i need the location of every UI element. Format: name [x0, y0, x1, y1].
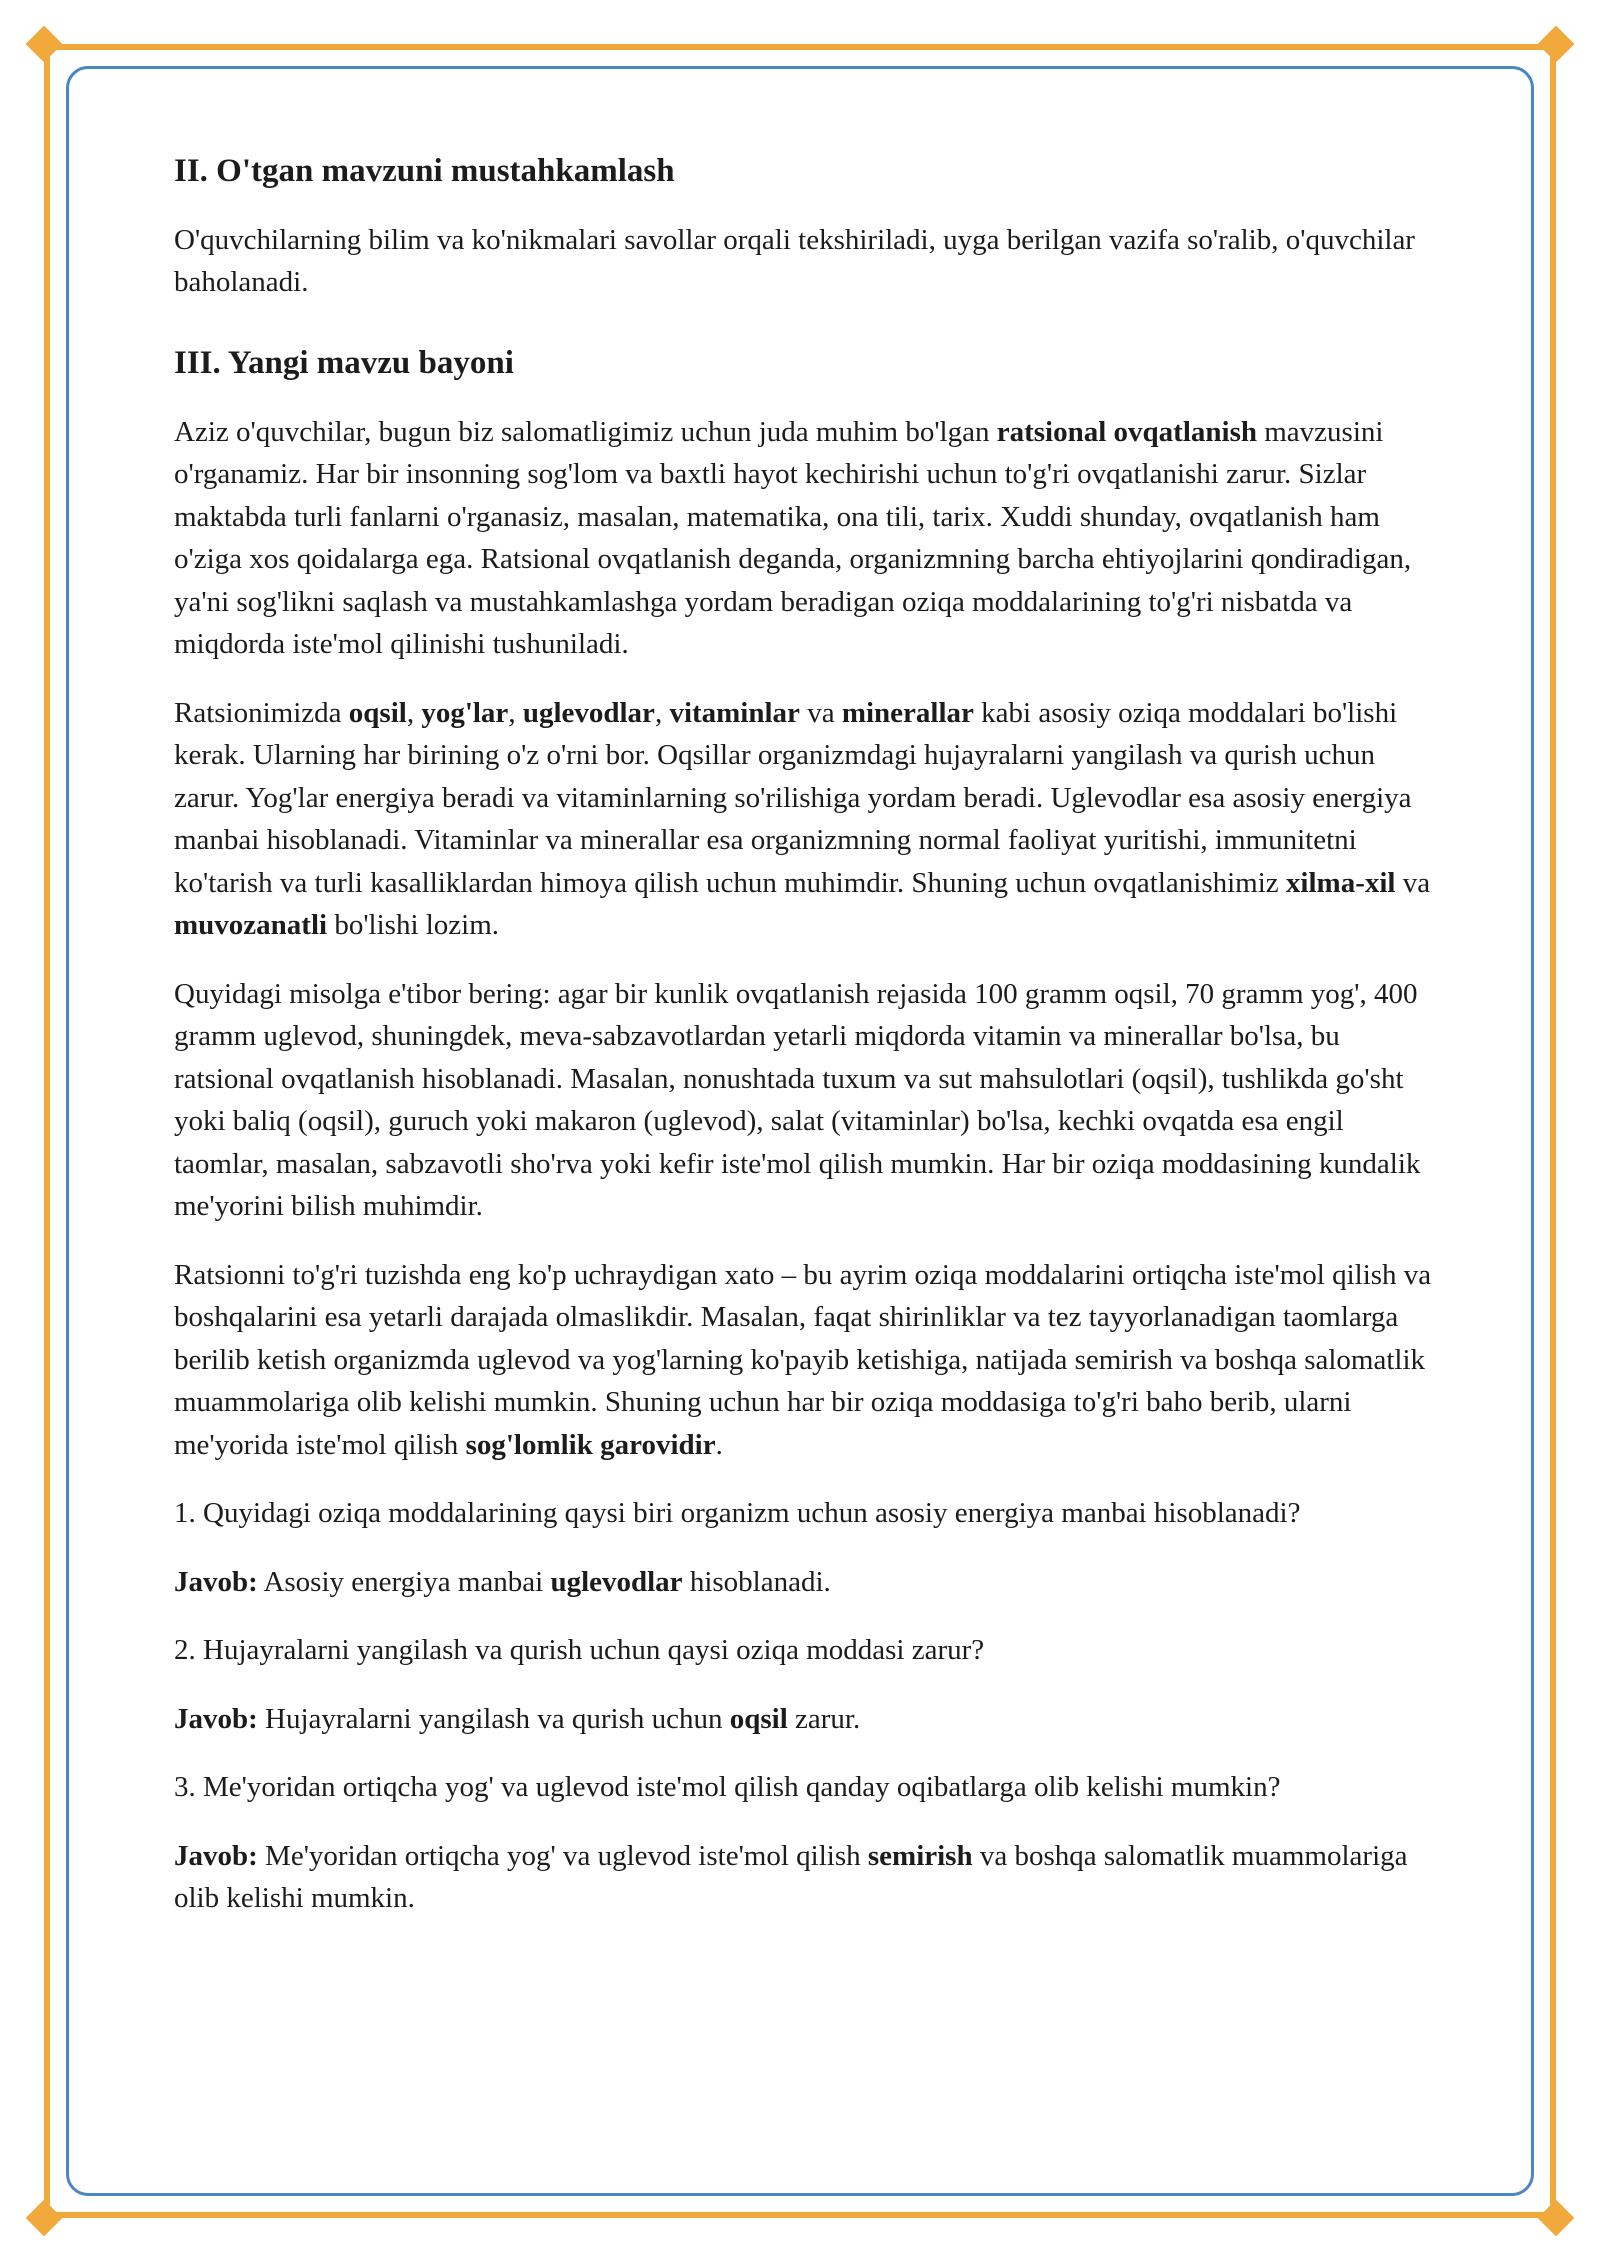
term-vitamins: vitaminlar: [669, 696, 800, 729]
term-rational-nutrition: ratsional ovqatlanish: [996, 415, 1257, 448]
term-protein: oqsil: [348, 696, 407, 729]
nutrients-paragraph: Ratsionimizda oqsil, yog'lar, uglevodlar, vitaminlar va minerallar kabi asosiy oziqa moddalari bo'lishi kerak. Ularning har birining o'z o'rni bor. Oqsillar organizmdagi hujayralarni yangilash va qurish uchun zarur. Yog'lar energiya beradi va vitaminlarning so'rilishiga yordam beradi. Uglevodlar esa asosiy energiya manbai hisoblanadi. Vitaminlar va minerallar esa organizmning normal faoliyat yuritishi, immunitetni ko'tarish va turli kasalliklardan himoya qilish uchun muhimdir. Shuning uchun ovqatlanishimiz xilma-xil va muvozanatli bo'lishi lozim.: [174, 696, 1431, 942]
page-content: [174, 150, 1434, 1946]
section-heading-review: II. O'tgan mavzuni mustahkamlash: [174, 153, 675, 189]
example-paragraph: Quyidagi misolga e'tibor bering: agar bir kunlik ovqatlanish rejasida 100 gramm oqsil, 70 gramm yog', 400 gramm uglevod, shuningdek, meva-sabzavotlardan yetarli miqdorda vitamin va minerallar bo'lsa, bu ratsional ovqatlanish hisoblanadi. Masalan, nonushtada tuxum va sut mahsulotlari (oqsil), tushlikda go'sht yoki baliq (oqsil), guruch yoki makaron (uglevod), salat (vitaminlar) bo'lsa, kechki ovqatda esa engil taomlar, masalan, sabzavotli sho'rva yoki kefir iste'mol qilish mumkin. Har bir oziqa moddasining kundalik me'yorini bilish muhimdir.: [174, 977, 1421, 1223]
term-carbohydrates: uglevodlar: [522, 696, 655, 729]
answer-label: Javob:: [174, 1565, 258, 1598]
question-2: 2. Hujayralarni yangilash va qurish uchun qaysi oziqa moddasi zarur?: [174, 1634, 985, 1667]
question-3: 3. Me'yoridan ortiqcha yog' va uglevod iste'mol qilish qanday oqibatlarga olib kelishi mumkin?: [174, 1771, 1281, 1804]
answer-label: Javob:: [174, 1702, 258, 1735]
intro-paragraph: Aziz o'quvchilar, bugun biz salomatligimiz uchun juda muhim bo'lgan ratsional ovqatlanish mavzusini o'rganamiz. Har bir insonning sog'lom va baxtli hayot kechirishi uchun to'g'ri ovqatlanishi zarur. Sizlar maktabda turli fanlarni o'rganasiz, masalan, matematika, ona tili, tarix. Xuddi shunday, ovqatlanish ham o'ziga xos qoidalarga ega. Ratsional ovqatlanish deganda, organizmning barcha ehtiyojlarini qondiradigan, ya'ni sog'likni saqlash va mustahkamlashga yordam beradigan oziqa moddalarining to'g'ri nisbatda va miqdorda iste'mol qilinishi tushuniladi.: [174, 415, 1412, 661]
answer-3: Javob: Me'yoridan ortiqcha yog' va uglevod iste'mol qilish semirish va boshqa salomatlik muammolariga olib kelishi mumkin.: [174, 1839, 1408, 1915]
review-paragraph: O'quvchilarning bilim va ko'nikmalari savollar orqali tekshiriladi, uyga berilgan vazifa so'ralib, o'quvchilar baholanadi.: [174, 223, 1415, 299]
section-heading-new-topic: III. Yangi mavzu bayoni: [174, 344, 514, 381]
answer-label: Javob:: [174, 1839, 258, 1872]
term-balanced: muvozanatli: [174, 909, 328, 942]
question-1: 1. Quyidagi oziqa moddalarining qaysi biri organizm uchun asosiy energiya manbai hisoblanadi?: [174, 1497, 1301, 1530]
answer-2: Javob: Hujayralarni yangilash va qurish uchun oqsil zarur.: [174, 1702, 861, 1735]
term-diverse: xilma-xil: [1285, 866, 1396, 899]
term-fats: yog'lar: [421, 696, 509, 729]
mistakes-paragraph: Ratsionni to'g'ri tuzishda eng ko'p uchraydigan xato – bu ayrim oziqa moddalarini ortiqcha iste'mol qilish va boshqalarini esa yetarli darajada olmaslikdir. Masalan, faqat shirinliklar va tez tayyorlanadigan taomlarga berilib ketish organizmda uglevod va yog'larning ko'payib ketishiga, natijada semirish va boshqa salomatlik muammolariga olib kelishi mumkin. Shuning uchun har bir oziqa moddasiga to'g'ri baho berib, ularni me'yorida iste'mol qilish sog'lomlik garovidir.: [174, 1258, 1432, 1461]
answer-1: Javob: Asosiy energiya manbai uglevodlar hisoblanadi.: [174, 1565, 831, 1598]
term-minerals: minerallar: [841, 696, 974, 729]
term-health-guarantee: sog'lomlik garovidir: [465, 1428, 716, 1461]
